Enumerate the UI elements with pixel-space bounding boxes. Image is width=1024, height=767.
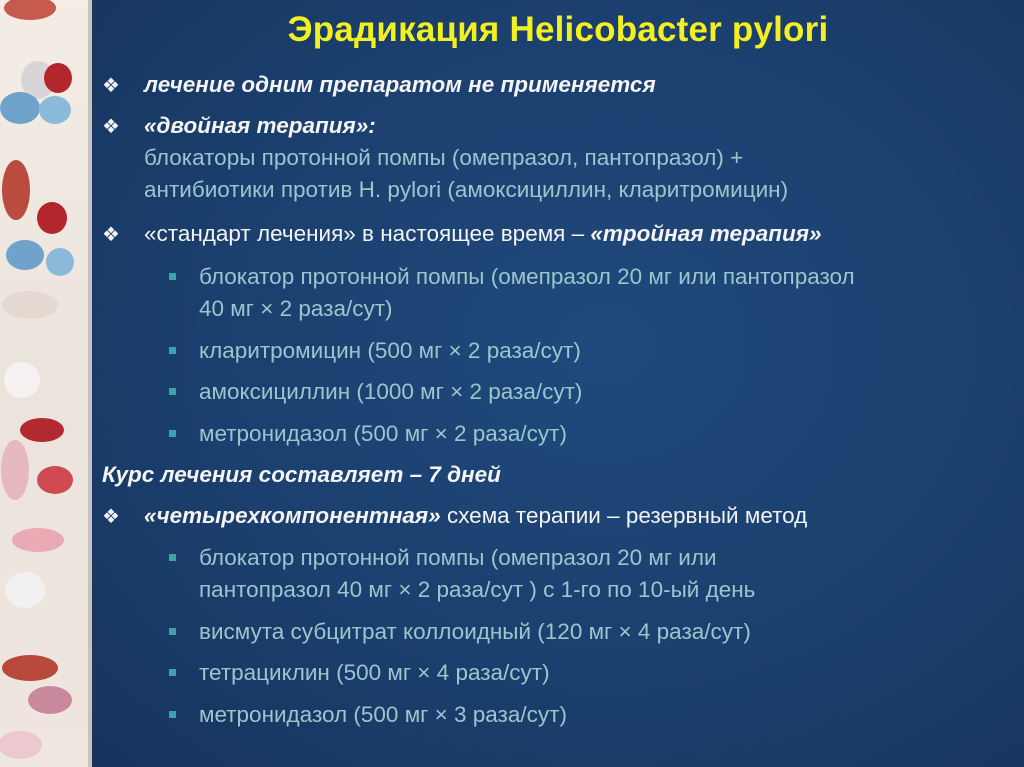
sub-text: кларитромицин (500 мг × 2 раза/сут) bbox=[199, 338, 581, 363]
standard-emphasis: «тройная терапия» bbox=[590, 221, 822, 246]
square-bullet-icon bbox=[169, 347, 176, 354]
bullet-text bbox=[144, 501, 807, 531]
bullet-text: лечение одним препаратом не применяется bbox=[144, 72, 656, 97]
square-bullet-icon bbox=[169, 430, 176, 437]
sub-text: висмута субцитрат коллоидный (120 мг × 4 раза/сут) bbox=[199, 619, 751, 644]
sub-text: блокаторы протонной помпы (омепразол, пантопразол) + bbox=[144, 145, 744, 170]
diamond-bullet-icon: ❖ bbox=[102, 116, 120, 138]
pills-image bbox=[0, 0, 92, 767]
diamond-bullet-icon: ❖ bbox=[102, 506, 120, 528]
slide-content bbox=[92, 0, 1024, 767]
sub-text: пантопразол 40 мг × 2 раза/сут ) с 1-го по 10-ый день bbox=[199, 577, 756, 602]
square-bullet-icon bbox=[169, 554, 176, 561]
square-bullet-icon bbox=[169, 628, 176, 635]
pills-photo-strip bbox=[0, 0, 92, 767]
quad-rest: схема терапии – резервный метод bbox=[440, 503, 808, 528]
quad-emphasis: «четырехкомпонентная» bbox=[144, 503, 441, 528]
square-bullet-icon bbox=[169, 388, 176, 395]
sub-text: блокатор протонной помпы (омепразол 20 мг или пантопразол bbox=[199, 264, 855, 289]
square-bullet-icon bbox=[169, 711, 176, 718]
bullet-text: «двойная терапия»: bbox=[144, 113, 376, 138]
course-text: Курс лечения составляет – 7 дней bbox=[102, 462, 501, 487]
square-bullet-icon bbox=[169, 273, 176, 280]
diamond-bullet-icon: ❖ bbox=[102, 75, 120, 97]
sub-text: амоксициллин (1000 мг × 2 раза/сут) bbox=[199, 379, 583, 404]
sub-text: блокатор протонной помпы (омепразол 20 мг или bbox=[199, 545, 717, 570]
diamond-bullet-icon: ❖ bbox=[102, 224, 120, 246]
standard-prefix: «стандарт лечения» в настоящее время – bbox=[144, 221, 591, 246]
sub-text: антибиотики против H. pylori (амоксициллин, кларитромицин) bbox=[144, 177, 789, 202]
sub-text: метронидазол (500 мг × 3 раза/сут) bbox=[199, 702, 567, 727]
course-duration bbox=[102, 460, 501, 490]
sub-text: тетрациклин (500 мг × 4 раза/сут) bbox=[199, 660, 550, 685]
bullet-text bbox=[144, 219, 821, 249]
slide-title: Эрадикация Helicobacter pylori bbox=[287, 10, 829, 49]
square-bullet-icon bbox=[169, 669, 176, 676]
sub-text: метронидазол (500 мг × 2 раза/сут) bbox=[199, 421, 567, 446]
sub-text: 40 мг × 2 раза/сут) bbox=[199, 296, 393, 321]
